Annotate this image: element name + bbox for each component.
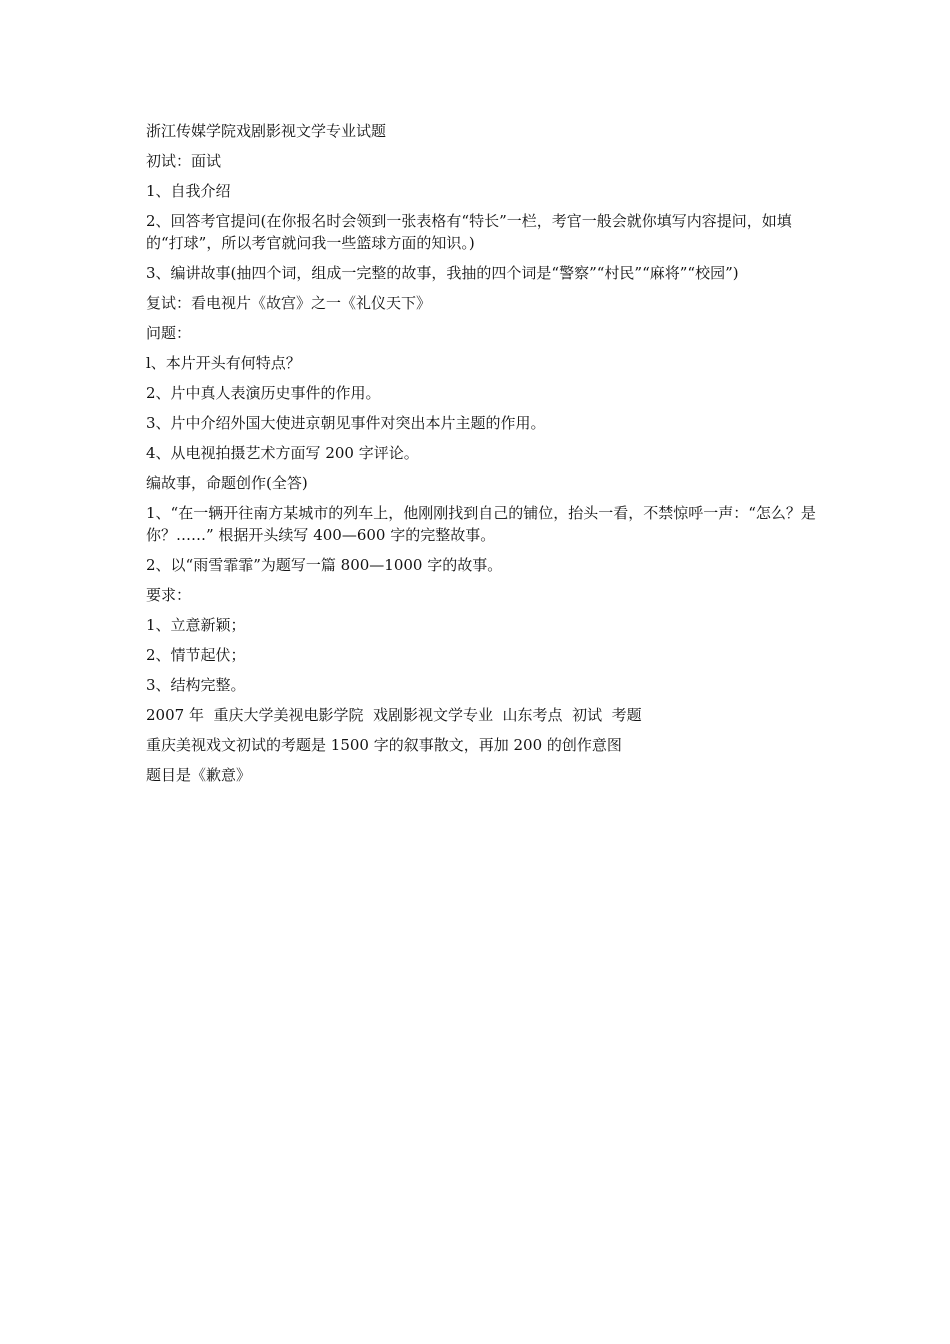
paragraph: 重庆美视戏文初试的考题是 1500 字的叙事散文，再加 200 的创作意图	[146, 736, 622, 754]
section-heading-requirements: 要求：	[146, 586, 192, 604]
section-heading-chongqing: 2007 年 重庆大学美视电影学院 戏剧影视文学专业 山东考点 初试 考题	[146, 706, 642, 724]
paragraph: 题目是《歉意》	[146, 766, 252, 784]
list-item: 3、编讲故事(抽四个词，组成一完整的故事，我抽的四个词是“警察”“村民”“麻将”“校园”)	[146, 264, 739, 282]
list-item: 2、片中真人表演历史事件的作用。	[146, 384, 381, 402]
list-item: 3、结构完整。	[146, 676, 246, 694]
doc-title: 浙江传媒学院戏剧影视文学专业试题	[146, 122, 387, 140]
list-item: 2、以“雨雪霏霏”为题写一篇 800—1000 字的故事。	[146, 556, 503, 574]
section-heading-retest: 复试：看电视片《故宫》之一《礼仪天下》	[146, 294, 432, 312]
list-item: l、本片开头有何特点？	[146, 354, 301, 372]
section-heading-story: 编故事，命题创作(全答)	[146, 474, 308, 492]
list-item: 1、“在一辆开往南方某城市的列车上，他刚刚找到自己的铺位，抬头一看，不禁惊呼一声：“怎么？是你？……” 根据开头续写 400—600 字的完整故事。	[146, 504, 816, 544]
list-item: 1、自我介绍	[146, 182, 231, 200]
list-item: 2、情节起伏；	[146, 646, 246, 664]
section-heading-preliminary: 初试：面试	[146, 152, 222, 170]
list-item: 1、立意新颖；	[146, 616, 246, 634]
document-body	[146, 120, 818, 794]
list-item: 4、从电视拍摄艺术方面写 200 字评论。	[146, 444, 419, 462]
list-item: 3、片中介绍外国大使进京朝见事件对突出本片主题的作用。	[146, 414, 546, 432]
list-item: 2、回答考官提问(在你报名时会领到一张表格有“特长”一栏，考官一般会就你填写内容提问，如填的“打球”，所以考官就问我一些篮球方面的知识。)	[146, 212, 792, 252]
section-heading-questions: 问题：	[146, 324, 192, 342]
